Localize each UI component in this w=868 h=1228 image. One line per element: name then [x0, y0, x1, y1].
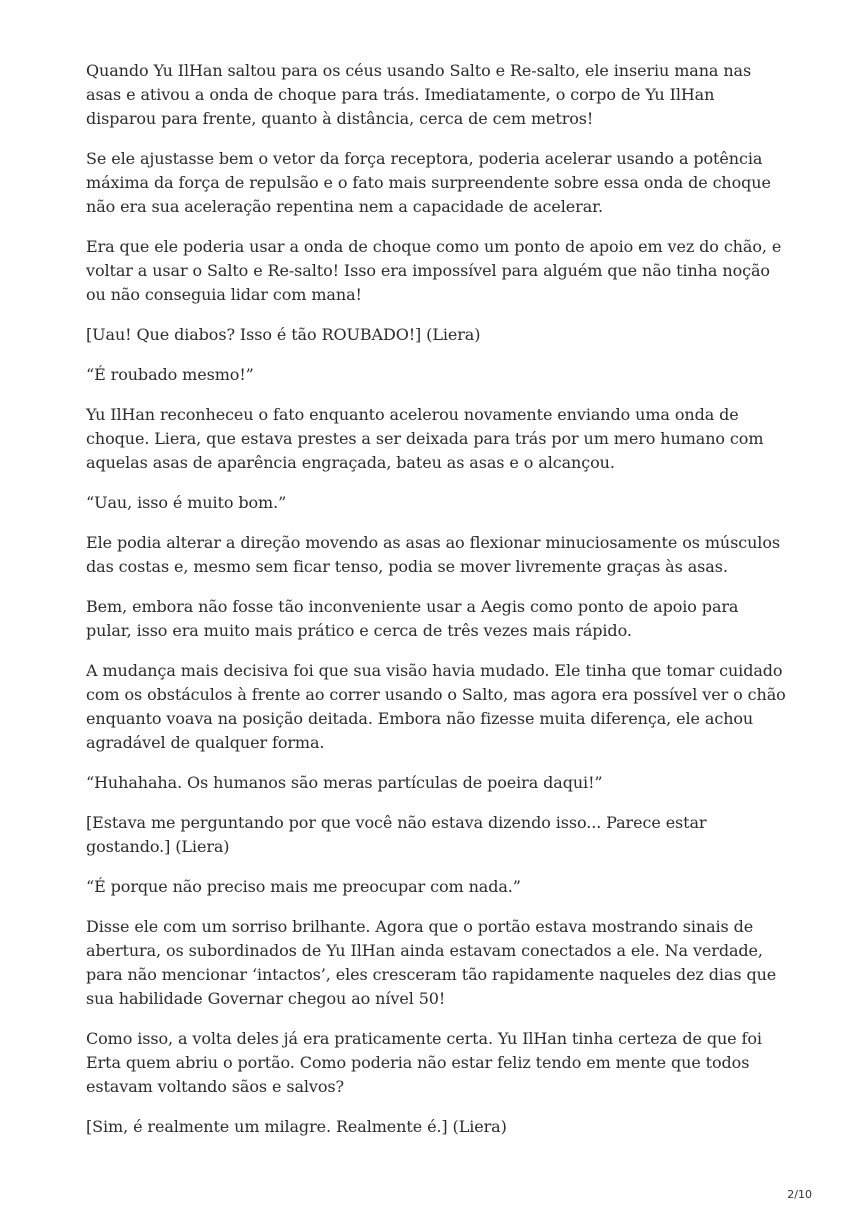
paragraph: “Uau, isso é muito bom.”: [86, 493, 287, 512]
paragraph: Se ele ajustasse bem o vetor da força receptora, poderia acelerar usando a potência máxima da força de repulsão e o fato mais surpreendente sobre essa onda de choque não era sua aceleração repentina nem a capacidade de acelerar.: [86, 149, 771, 216]
paragraph: [Sim, é realmente um milagre. Realmente é.] (Liera): [86, 1117, 507, 1136]
paragraph: Yu IlHan reconheceu o fato enquanto acelerou novamente enviando uma onda de choque. Liera, que estava prestes a ser deixada para trás por um mero humano com aquelas asas de aparência engraçada, bateu as asas e o alcançou.: [86, 405, 764, 472]
paragraph: Bem, embora não fosse tão inconveniente usar a Aegis como ponto de apoio para pular, isso era muito mais prático e cerca de três vezes mais rápido.: [86, 597, 739, 640]
page-number: 2/10: [787, 1188, 812, 1201]
paragraph: Era que ele poderia usar a onda de choque como um ponto de apoio em vez do chão, e voltar a usar o Salto e Re-salto! Isso era impossível para alguém que não tinha noção ou não conseguia lidar com mana!: [86, 237, 782, 304]
paragraph: Disse ele com um sorriso brilhante. Agora que o portão estava mostrando sinais de abertura, os subordinados de Yu IlHan ainda estavam conectados a ele. Na verdade, para não mencionar ‘intactos’, eles cresceram tão rapidamente naqueles dez dias que sua habilidade Governar chegou ao nível 50!: [86, 917, 777, 1008]
paragraph: “Huhahaha. Os humanos são meras partículas de poeira daqui!”: [86, 773, 603, 792]
paragraph: Como isso, a volta deles já era praticamente certa. Yu IlHan tinha certeza de que foi Erta quem abriu o portão. Como poderia não estar feliz tendo em mente que todos estavam voltando sãos e salvos?: [86, 1029, 762, 1096]
paragraph: “É porque não preciso mais me preocupar com nada.”: [86, 877, 521, 896]
paragraph: Quando Yu IlHan saltou para os céus usando Salto e Re-salto, ele inseriu mana nas asas e ativou a onda de choque para trás. Imediatamente, o corpo de Yu IlHan disparou para frente, quanto à distância, cerca de cem metros!: [86, 61, 752, 128]
document-body: [86, 59, 786, 1155]
paragraph: A mudança mais decisiva foi que sua visão havia mudado. Ele tinha que tomar cuidado com os obstáculos à frente ao correr usando o Salto, mas agora era possível ver o chão enquanto voava na posição deitada. Embora não fizesse muita diferença, ele achou agradável de qualquer forma.: [86, 661, 786, 752]
paragraph: Ele podia alterar a direção movendo as asas ao flexionar minuciosamente os músculos das costas e, mesmo sem ficar tenso, podia se mover livremente graças às asas.: [86, 533, 780, 576]
paragraph: “É roubado mesmo!”: [86, 365, 254, 384]
paragraph: [Uau! Que diabos? Isso é tão ROUBADO!] (Liera): [86, 325, 481, 344]
paragraph: [Estava me perguntando por que você não estava dizendo isso... Parece estar gostando.] (Liera): [86, 813, 707, 856]
